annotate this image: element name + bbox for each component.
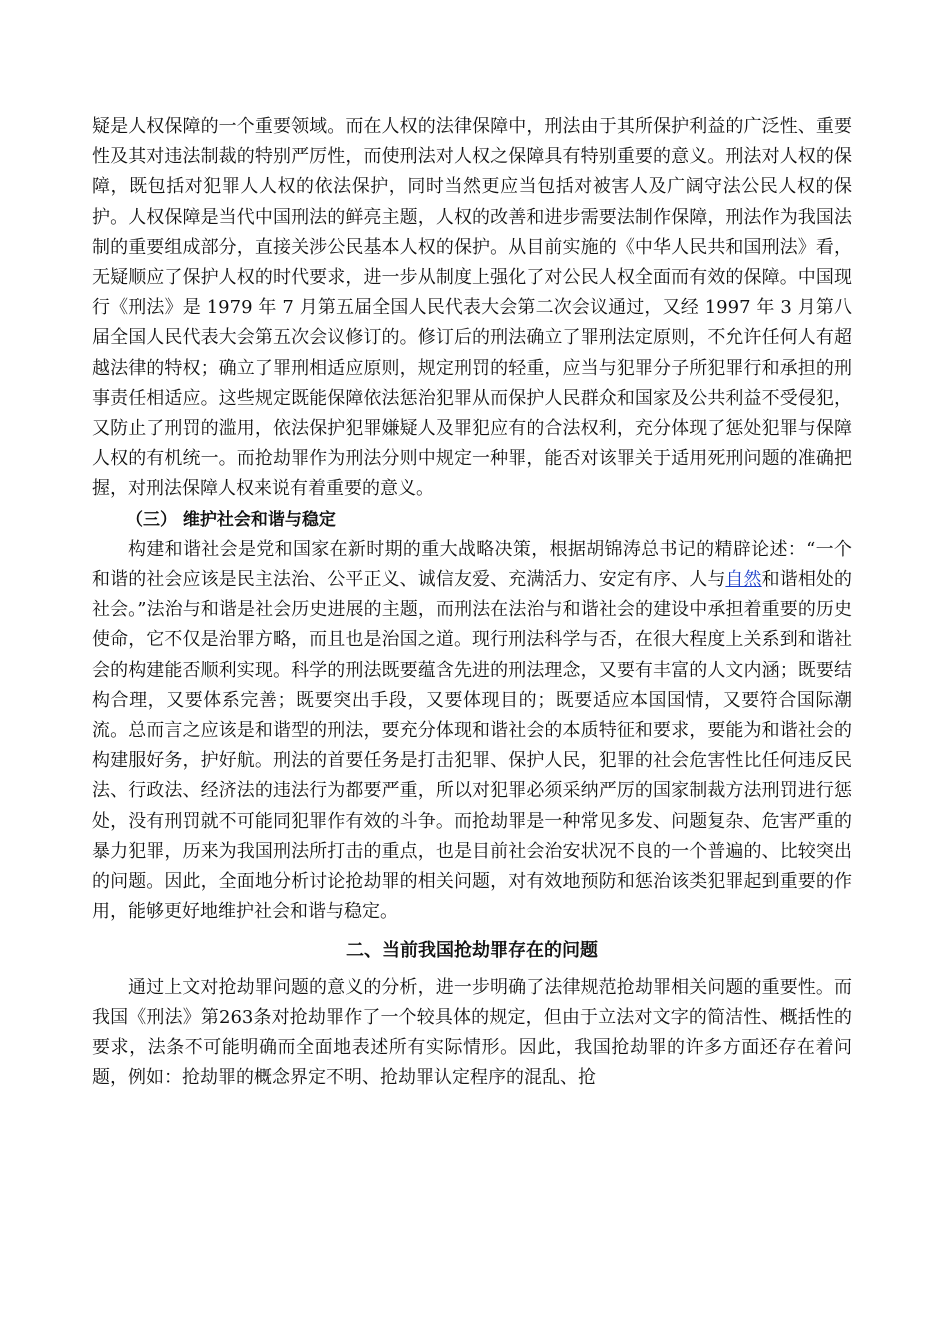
chapter-heading: 二、当前我国抢劫罪存在的问题 [346,940,598,962]
paragraph-text-after-link: 和谐相处的社会。”法治与和谐是社会历史进展的主题，而刑法在法治与和谐社会的建设中承担着重要的历史使命，它不仅是治罪方略，而且也是治国之道。现行刑法科学与否，在很大程度上关系到和谐社会的构建能否顺利实现。科学的刑法既要蕴含先进的刑法理念，又要有丰富的人文内涵；既要结构合理，又要体系完善；既要突出手段，又要体现目的；既要适应本国国情，又要符合国际潮流。总而言之应该是和谐型的刑法，要充分体现和谐社会的本质特征和要求，要能为和谐社会的构建服好务，护好航。刑法的首要任务是打击犯罪、保护人民，犯罪的社会危害性比任何违反民法、行政法、经济法的违法行为都要严重，所以对犯罪必须采纳严厉的国家制裁方法刑罚进行惩处，没有刑罚就不可能同犯罪作有效的斗争。而抢劫罪是一种常见多发、问题复杂、危害严重的暴力犯罪，历来为我国刑法所打击的重点，也是目前社会治安状况不良的一个普遍的、比较突出的问题。因此，全面地分析讨论抢劫罪的相关问题，对有效地预防和惩治该类犯罪起到重要的作用，能够更好地维护社会和谐与稳定。 [92,569,853,923]
paragraph-social-harmony [92,535,852,928]
nature-link[interactable]: 自然 [725,569,762,591]
paragraph-human-rights: 疑是人权保障的一个重要领域。而在人权的法律保障中，刑法由于其所保护利益的广泛性、重要性及其对违法制裁的特别严厉性，而使刑法对人权之保障具有特别重要的意义。刑法对人权的保障，既包括对犯罪人人权的依法保护，同时当然更应当包括对被害人及广阔守法公民人权的保护。人权保障是当代中国刑法的鲜亮主题，人权的改善和进步需要法制作保障，刑法作为我国法制的重要组成部分，直接关涉公民基本人权的保护。从目前实施的《中华人民共和国刑法》看，无疑顺应了保护人权的时代要求，进一步从制度上强化了对公民人权全面而有效的保障。中国现行《刑法》是 1979 年 7 月第五届全国人民代表大会第二次会议通过，又经 1997 年 3 月第八届全国人民代表大会第五次会议修订的。修订后的刑法确立了罪刑法定原则，不允许任何人有超越法律的特权；确立了罪刑相适应原则，规定刑罚的轻重，应当与犯罪分子所犯罪行和承担的刑事责任相适应。这些规定既能保障依法惩治犯罪从而保护人民群众和国家及公共利益不受侵犯，又防止了刑罚的滥用，依法保护犯罪嫌疑人及罪犯应有的合法权利，充分体现了惩处犯罪与保障人权的有机统一。而抢劫罪作为刑法分则中规定一种罪，能否对该罪关于适用死刑问题的准确把握，对刑法保障人权来说有着重要的意义。 [92,116,852,500]
paragraph-text-before-link: 构建和谐社会是党和国家在新时期的重大战略决策，根据胡锦涛总书记的精辟论述：“一个和谐的社会应该是民主法治、公平正义、诚信友爱、充满活力、安定有序、人与 [92,538,852,591]
section-subheading: （三） 维护社会和谐与稳定 [126,509,336,530]
paragraph-current-problems: 通过上文对抢劫罪问题的意义的分析，进一步明确了法律规范抢劫罪相关问题的重要性。而我国《刑法》第263条对抢劫罪作了一个较具体的规定，但由于立法对文字的简洁性、概括性的要求，法条不可能明确而全面地表述所有实际情形。因此，我国抢劫罪的许多方面还存在着问题，例如：抢劫罪的概念界定不明、抢劫罪认定程序的混乱、抢 [92,976,852,1089]
document-page [92,112,852,1094]
